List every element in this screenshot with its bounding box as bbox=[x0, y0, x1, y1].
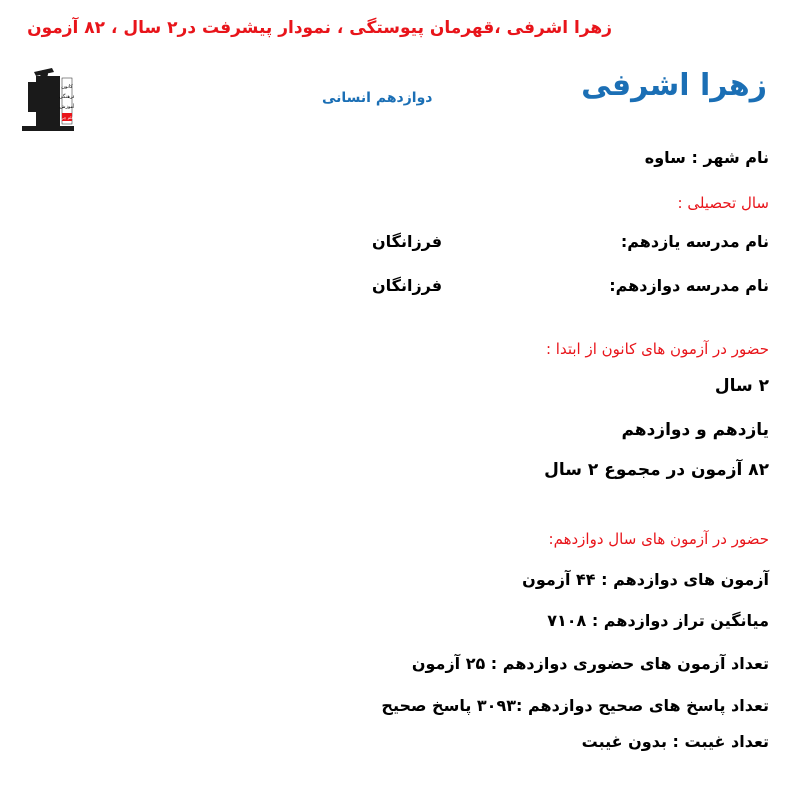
grade12-heading: حضور در آزمون های سال دوازدهم: bbox=[548, 530, 769, 548]
grade12-correct: تعداد پاسخ های صحیح دوازدهم :۳۰۹۳ پاسخ صحیح bbox=[381, 696, 769, 715]
logo-text-4: قلم چی bbox=[60, 115, 74, 120]
school-11-value: فرزانگان bbox=[372, 232, 443, 251]
kanoon-logo bbox=[22, 68, 74, 132]
attendance-total: ۸۲ آزمون در مجموع ۲ سال bbox=[544, 460, 769, 480]
page-banner: زهرا اشرفی ،قهرمان پیوستگی ، نمودار پیشرفت در۲ سال ، ۸۲ آزمون bbox=[27, 18, 612, 38]
grade12-in-person: تعداد آزمون های حضوری دوازدهم : ۲۵ آزمون bbox=[411, 654, 769, 673]
grade12-avg-taraz: میانگین تراز دوازدهم : ۷۱۰۸ bbox=[547, 611, 769, 630]
logo-text-1: کانون bbox=[61, 84, 73, 90]
grade-field: دوازدهم انسانی bbox=[322, 90, 433, 106]
student-name: زهرا اشرفی bbox=[581, 68, 767, 103]
grade12-absence: تعداد غیبت : بدون غیبت bbox=[581, 732, 769, 751]
grade12-exams: آزمون های دوازدهم : ۴۴ آزمون bbox=[522, 570, 769, 589]
school-12-value: فرزانگان bbox=[372, 276, 443, 295]
school-years-heading: سال تحصیلی : bbox=[677, 194, 769, 212]
logo-text-3: آموزش bbox=[59, 104, 74, 110]
school-11-label: نام مدرسه یازدهم: bbox=[620, 232, 769, 251]
city-line: نام شهر : ساوه bbox=[644, 148, 769, 167]
attendance-years: ۲ سال bbox=[714, 376, 769, 396]
attendance-grades: یازدهم و دوازدهم bbox=[621, 420, 769, 440]
logo-text-2: فرهنگی bbox=[58, 94, 74, 100]
school-12-label: نام مدرسه دوازدهم: bbox=[609, 276, 769, 295]
attendance-heading: حضور در آزمون های کانون از ابتدا : bbox=[545, 340, 769, 358]
